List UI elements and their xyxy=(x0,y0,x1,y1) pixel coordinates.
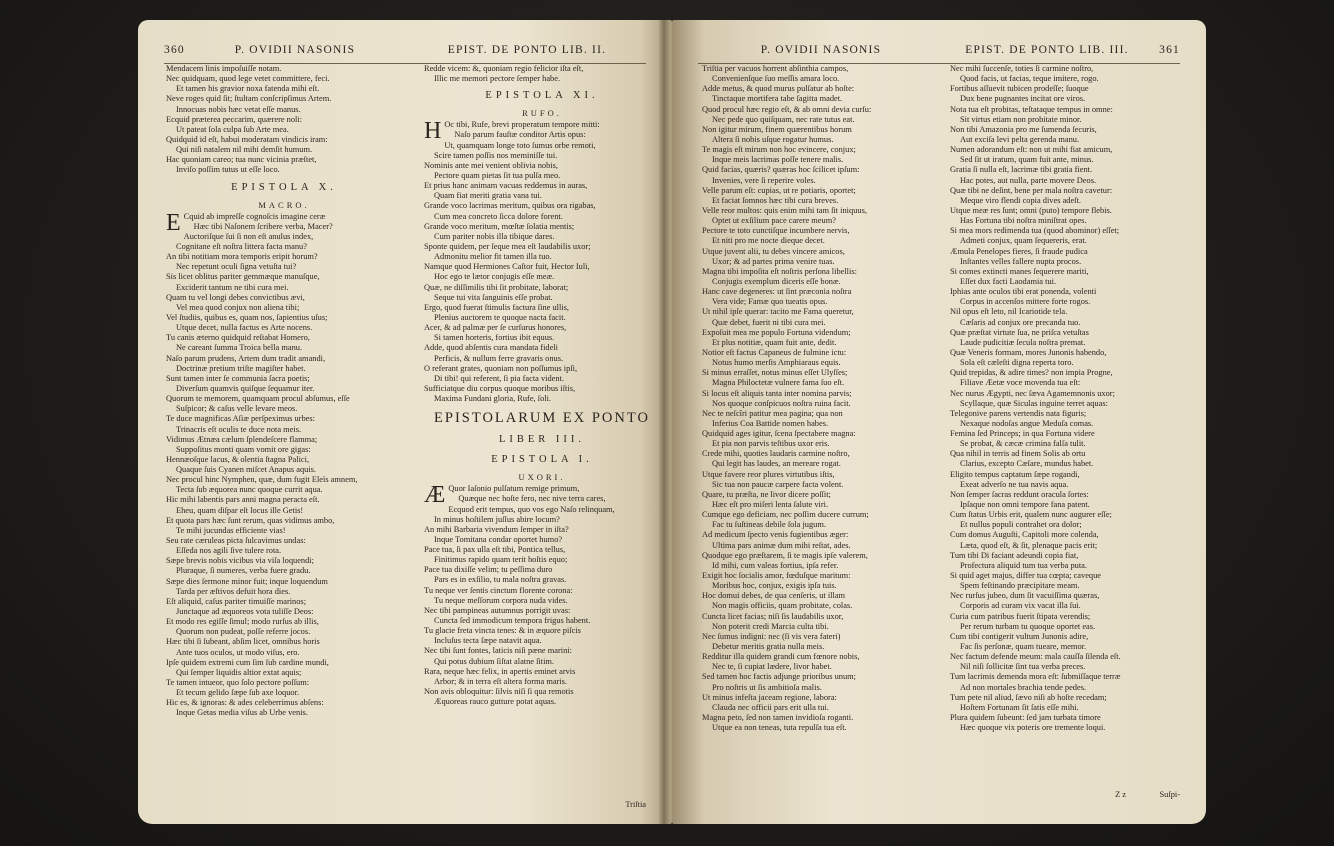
verse-line: Non magis officiis, quam probitate, colas. xyxy=(712,601,853,611)
verse-line: Rara, neque hæc felix, in apertis eminet arvis xyxy=(424,666,576,676)
verse-line: Perficis, & nullum ferre gravaris onus. xyxy=(434,353,564,363)
verse-line: Sæpe brevis nobis vicibus via viſa loquendi; xyxy=(166,556,314,566)
verse-line: Naſo parum fauſtæ conditor Artis opus: xyxy=(454,130,586,140)
verse-line: Tinctaque mortifera tabe ſagitta madet. xyxy=(712,94,843,104)
verse-line: Eſſeda nos agili ſive tulere rota. xyxy=(176,546,282,556)
verse-line: Qui ſemper liquidis altior extat aquis; xyxy=(176,667,302,677)
verse-line: Iphias ante oculos tibi erat ponenda, volenti xyxy=(950,287,1097,297)
verse-line: Sola eſt cæleſti digna reperta toro. xyxy=(960,358,1074,368)
verse-line: Qui legit has laudes, an mereare rogat. xyxy=(712,459,841,469)
verse-line: Seque tui vita ſanguinis eſſe probat. xyxy=(434,292,553,302)
verse-line: Hennæoſque lacus, & olentia ſtagna Palici, xyxy=(166,454,310,464)
verse-line: Nec mihi ſuccenſe, toties ſi carmine noſtro, xyxy=(950,64,1094,73)
verse-line: Redditur illa quidem grandi cum fœnore nobis, xyxy=(702,652,860,662)
catchword: Triſtia xyxy=(625,800,646,809)
verse-line: Exciderit tantum ne tibi cura mei. xyxy=(176,282,289,292)
verse-line: Et quota pars hæc ſunt rerum, quas vidimus ambo, xyxy=(166,515,335,525)
verse-line: Ut pateat ſola culpa ſub Arte mea. xyxy=(176,124,289,134)
verse-line: Nominis ante mei venient oblivia nobis, xyxy=(424,160,558,170)
verse-line: Admonitu melior fit tamen illa tuo. xyxy=(434,252,552,262)
verse-line: Filiave Æetæ voce movenda tua eſt: xyxy=(960,378,1081,388)
verse-line: Utque juvent alii, tu debes vincere amicos, xyxy=(702,246,845,256)
verse-line: Notus humo merſis Amphiaraus equis. xyxy=(712,358,841,368)
verse-line: Doctrinæ pretium triſte magiſter habet. xyxy=(176,363,306,373)
verse-line: Nec pede quo quiſquam, nec rate tutus eat. xyxy=(712,114,855,124)
verse-line: Eſt aliquid, caſus pariter timuiſſe marinos; xyxy=(166,596,307,606)
verse-line: Incluſus tecta ſæpe natavit aqua. xyxy=(434,636,542,646)
verse-line: Utque decet, nulla factus es Arte nocens. xyxy=(176,323,313,333)
verse-line: Quæque nec hoſte fero, nec nive terra cares, xyxy=(458,494,606,504)
verse-line: Ut nihil ipſe querar: tacito me Fama queretur, xyxy=(702,307,854,317)
verse-line: Per rerum turbam tu quoque oportet eas. xyxy=(960,621,1096,631)
verse-line: Et prius hanc animam vacuas reddemus in auras, xyxy=(424,181,588,191)
verse-line: Quorum non pudeat, poſſe referre jocos. xyxy=(176,627,311,637)
verse-line: Grande voco meritum, mœſtæ ſolatia mentis; xyxy=(424,221,575,231)
verse-line: Pectore quam pietas ſit tua pulſa meo. xyxy=(434,170,561,180)
verse-line: Quæ præſtat virtute ſua, ne priſca vetuſtas xyxy=(950,327,1089,337)
verse-line: Exeat adverſo ne tua navis aqua. xyxy=(960,479,1069,489)
verse-line: Tu canis æterno quidquid reſtabat Homero, xyxy=(166,333,310,343)
verse-line: Cum tibi contigerit vultum Junonis adire, xyxy=(950,631,1089,641)
verse-line: Cum domus Auguſti, Capitoli more colenda, xyxy=(950,530,1099,540)
verse-line: Nota tua eſt probitas, teſtataque tempus in omne: xyxy=(950,104,1113,114)
verse-line: Et modo res egiſſe ſimul; modo rurſus ab illis, xyxy=(166,617,319,627)
verse-line: Nil opus eſt leto, nil Icariotide tela. xyxy=(950,307,1068,317)
verse-line: An tibi notitiam mora temporis eripit horum? xyxy=(166,252,318,262)
verse-line: Tarda per æſtivos defuit hora dies. xyxy=(176,586,291,596)
verse-line: Ad medicum ſpecto venis fugientibus æger: xyxy=(702,530,849,540)
verse-line: Acer, & ad palmæ per ſe curſurus honores, xyxy=(424,323,567,333)
verse-line: Et plus notitiæ, quam fuit ante, dedit. xyxy=(712,337,837,347)
verse-line: Sunt tamen inter ſe communia ſacra poetis; xyxy=(166,373,310,383)
book-number: LIBER III. xyxy=(498,434,586,446)
verse-line: Seu rate cæruleas picta ſulcavimus undas: xyxy=(166,536,306,546)
verse-line: Nec factum defende meum: mala cauſſa ſilenda eſt. xyxy=(950,652,1121,662)
verse-line: Oc tibi, Rufe, brevi properatum tempore mitti: xyxy=(444,120,600,130)
verse-line: Tu neque ver ſentis cinctum florente corona: xyxy=(424,585,573,595)
verse-line: Hoc domui debes, de qua cenſeris, ut illam xyxy=(702,591,846,601)
verse-line: Curia cum patribus fuerit ſtipata verendis; xyxy=(950,611,1091,621)
verse-line: Redde vicem: &, quoniam regio felicior iſta eſt, xyxy=(424,64,584,73)
left-running-head xyxy=(164,44,646,62)
verse-line: Magna tibi impoſita eſt noſtris perſona libellis: xyxy=(702,266,857,276)
verse-line: Nec te neſcîri patitur mea pagina; qua non xyxy=(702,408,843,418)
verse-line: Et pia non parvis teſtibus uxor eris. xyxy=(712,439,830,449)
verse-line: Hac potes, aut nulla, parte movere Deos. xyxy=(960,175,1097,185)
verse-line: Optet ut exſilium pace carere meum? xyxy=(712,216,836,226)
verse-line: Convenienſque ſuo meſſis amara loco. xyxy=(712,74,840,84)
verse-line: Trinacris eſt oculis te duce nota meis. xyxy=(176,424,302,434)
verse-line: Quam fiat meriti gratia vana tui. xyxy=(434,191,542,201)
verse-line: Corporis ad curam vix vacat illa ſui. xyxy=(960,601,1081,611)
verse-line: Id mihi, cum valeas fortius, ipſa refer. xyxy=(712,560,839,570)
verse-line: An mihi Barbaria vivendum ſemper in iſta? xyxy=(424,524,569,534)
verse-line: Ipſaque non omni tempore fana patent. xyxy=(960,500,1090,510)
verse-line: Quæ, ne diſſimilis tibi ſit probitate, laborat; xyxy=(424,282,569,292)
verse-line: Cumque ego deficiam, nec poſſim ducere currum; xyxy=(702,510,869,520)
verse-line: Diverſum quamvis quiſque ſequamur iter. xyxy=(176,383,315,393)
verse-line: Vel ſtudiis, quibus es, quam nos, ſapientius uſus; xyxy=(166,312,328,322)
verse-line: Tum lacrimis demenda mora eſt: ſubmiſſaque terræ xyxy=(950,672,1121,682)
verse-line: Velle parum eſt: cupias, ut re potiaris, oportet; xyxy=(702,185,856,195)
verse-line: Exigit hoc ſocialis amor, fœduſque maritum: xyxy=(702,571,851,581)
verse-line: Quæ tibi ne deſint, bene per mala noſtra cavetur: xyxy=(950,185,1113,195)
verse-line: Grande voco lacrimas meritum, quibus ora rigabas, xyxy=(424,201,596,211)
verse-line: Uxor; & ad partes prima venire tuas. xyxy=(712,256,835,266)
verse-line: Ad non mortales brachia tende pedes. xyxy=(960,682,1087,692)
verse-line: Pace tua dixiſſe velim; tu peſſima duro xyxy=(424,565,553,575)
verse-line: Suppoſitus monti quam vomit ore gigas: xyxy=(176,444,311,454)
left-column-1 xyxy=(166,64,402,719)
verse-line: Maxima Fundani gloria, Rufe, ſoli. xyxy=(434,394,552,404)
verse-line: Cum mea concreto ſicca dolore forent. xyxy=(434,211,563,221)
verse-line: Sufficiatque diu corpus quoque moribus iſtis, xyxy=(424,383,576,393)
verse-line: Pars es in exſilio, tu mala noſtra gravas. xyxy=(434,575,567,585)
verse-line: Nec repetunt oculi ſigna vetuſta tui? xyxy=(176,262,297,272)
verse-line: Quare, tu præſta, ne livor dicere poſſit; xyxy=(702,489,831,499)
verse-line: Conjugis exemplum diceris eſſe bonæ. xyxy=(712,276,841,286)
verse-line: Vel mea quod conjux non aliena tibi; xyxy=(176,302,300,312)
verse-line: Hæc eſt pro miſeri lenta ſalute viri. xyxy=(712,500,829,510)
verse-line: Quæ debet, fuerit ni tibi cura mei. xyxy=(712,317,826,327)
verse-line: Te duce magnificas Aſiæ perſpeximus urbes: xyxy=(166,414,315,424)
verse-line: Quaque ſuis Cyanen miſcet Anapus aquis. xyxy=(176,465,317,475)
verse-line: Cum ſtatus Urbis erit, qualem nunc augurer eſſe; xyxy=(950,510,1112,520)
verse-line: Spem feſtinando præcipitare meam. xyxy=(960,581,1080,591)
verse-line: Hic es, & ignoras: & ades celeberrimus abſens: xyxy=(166,698,324,708)
verse-line: Quod procul hæc regio eſt, & ab omni devia curſu: xyxy=(702,104,872,114)
verse-line: Innocuas nobis hæc vetat eſſe manus. xyxy=(176,104,301,114)
verse-line: Nec tibi ſunt fontes, laticis niſi pæne marini: xyxy=(424,646,572,656)
verse-line: Quidquid id eſt, habui moderatam vindicis iram: xyxy=(166,134,328,144)
drop-initial: E xyxy=(166,209,181,236)
verse-line: Inviſo poſſim tutus ut eſſe loco. xyxy=(176,165,280,175)
right-running-head xyxy=(698,44,1180,62)
verse-line: Mendacem linis impoſuiſſe notam. xyxy=(166,64,282,73)
verse-line: Illic me memori pectore ſemper habe. xyxy=(434,74,561,84)
verse-line: Debetur meritis gratia nulla meis. xyxy=(712,642,825,652)
verse-line: Non ſemper ſacras reddunt oracula ſortes: xyxy=(950,489,1089,499)
verse-line: Aut exciſa levi pelta gerenda manu. xyxy=(960,134,1080,144)
verse-line: Ultima pars animæ dum mihi reſtat, ades. xyxy=(712,540,851,550)
verse-line: Numen adorandum eſt: non ut mihi fiat amicum, xyxy=(950,145,1113,155)
verse-line: Namque quod Hermiones Caſtor fuit, Hector Iuli, xyxy=(424,262,590,272)
verse-line: Laude pudicitiæ ſecula noſtra premat. xyxy=(960,337,1086,347)
verse-line: Si minus erraſſet, notus minus eſſet Ulyſſes; xyxy=(702,368,848,378)
verse-line: Pluraque, ſi numeres, verba fuere gradu. xyxy=(176,566,311,576)
verse-line: Qui niſi natalem nil mihi demſit humum. xyxy=(176,145,313,155)
verse-line: Ut, quamquam longe toto ſumus orbe remoti, xyxy=(444,140,596,150)
verse-line: O referant grates, quoniam non poſſumus ipſi, xyxy=(424,363,578,373)
verse-line: Moribus hoc, conjux, exigis ipſa tuis. xyxy=(712,581,837,591)
verse-line: Nec procul hinc Nymphen, quæ, dum fugit Eleïs amnem, xyxy=(166,475,358,485)
verse-line: Nos quoque conſpicuos noſtra ruina facit. xyxy=(712,398,851,408)
verse-line: Quæ Veneris formam, mores Junonis habendo, xyxy=(950,347,1107,357)
verse-line: Hanc cave degeneres: ut ſint præconia noſtra xyxy=(702,287,852,297)
left-column-2 xyxy=(424,64,660,707)
verse-line: Si tamen horteris, fortius ibit equus. xyxy=(434,333,555,343)
verse-line: Fortibus aſſuevit tubicen prodeſſe; ſuoque xyxy=(950,84,1089,94)
verse-line: Scyllaque, quæ Siculas inguine terret aquas: xyxy=(960,398,1108,408)
right-page xyxy=(672,20,1206,824)
verse-line: Si mea mors redimenda tua (quod abominor) eſſet; xyxy=(950,226,1120,236)
verse-line: Invenies, vere ſi reperire voles. xyxy=(712,175,816,185)
verse-line: Profectura aliquid tum tua verba puta. xyxy=(960,560,1087,570)
running-head-author: P. OVIDII NASONIS xyxy=(234,44,356,56)
book-title: EPISTOLARUM EX PONTO xyxy=(434,410,650,427)
verse-line: Quidquid ages igitur, ſcena ſpectabere magna: xyxy=(702,429,856,439)
verse-line: Quod facis, ut facias, teque imitere, rogo. xyxy=(960,74,1099,84)
verse-line: Clarius, excepto Cæſare, mundus habet. xyxy=(960,459,1094,469)
gutter-shadow xyxy=(658,20,670,824)
verse-line: Tecta ſub æquorea nunc quoque currit aqua. xyxy=(176,485,323,495)
epistle-title: EPISTOLA XI. xyxy=(485,90,599,102)
verse-line: Notior eſt factus Capaneus de fulmine ictu: xyxy=(702,347,847,357)
verse-line: Inque Getas media viſus ab Urbe venis. xyxy=(176,708,308,718)
verse-line: Nec quidquam, quod lege vetet committere, feci. xyxy=(166,74,330,84)
left-page xyxy=(138,20,672,824)
verse-line: Velle reor multos: quis enim mihi tam ſit iniquus, xyxy=(702,205,867,215)
running-head-author: P. OVIDII NASONIS xyxy=(760,44,882,56)
verse-line: Adde metus, & quod murus pulſatur ab hoſte: xyxy=(702,84,855,94)
running-head-book: EPIST. DE PONTO LIB. III. xyxy=(965,44,1129,56)
verse-line: Meque viro flendi copia dives adeſt. xyxy=(960,195,1081,205)
verse-line: Sæpe dies ſermone minor fuit; inque loquendum xyxy=(166,576,328,586)
right-column-2 xyxy=(950,64,1186,733)
verse-line: Tu glacie freta vincta tenes: & in æquore piſcis xyxy=(424,626,581,636)
verse-line: Qua nihil in terris ad finem Solis ab ortu xyxy=(950,449,1086,459)
verse-line: Inque meis lacrimas poſſe tenere malis. xyxy=(712,155,844,165)
verse-line: Inſtantes velles fallere nupta procos. xyxy=(960,256,1082,266)
verse-line: Vidimus Ætnæa cælum ſplendeſcere flamma; xyxy=(166,434,318,444)
verse-line: Æmula Penelopes fieres, ſi fraude pudica xyxy=(950,246,1088,256)
verse-line: Inque Tomitana condar oportet humo? xyxy=(434,534,563,544)
verse-line: Utque ea non teneas, tuta repulſa tua eſt. xyxy=(712,723,847,733)
verse-line: Femina ſed Princeps; in qua Fortuna videre xyxy=(950,429,1095,439)
running-head-book: EPIST. DE PONTO LIB. II. xyxy=(447,44,607,56)
verse-line: Si locus eſt aliquis tanta inter nomina parvis; xyxy=(702,388,852,398)
verse-line: Si quid aget majus, differ tua cœpta; caveque xyxy=(950,571,1102,581)
verse-line: Qui potus dubium ſiſtat alatne ſitim. xyxy=(434,656,555,666)
verse-line: Pectore te toto cunctiſque incumbere nervis, xyxy=(702,226,850,236)
verse-line: Has Fortuna tibi noſtra miniſtrat opes. xyxy=(960,216,1087,226)
verse-line: Pace tua, ſi pax ulla eſt tibi, Pontica tellus, xyxy=(424,545,566,555)
verse-line: Magna Philoctetæ vulnere fama ſuo eſt. xyxy=(712,378,845,388)
verse-line: Neve roges quid ſit; ſtultam conſcripſimus Artem. xyxy=(166,94,332,104)
epistle-title: EPISTOLA X. xyxy=(231,181,337,193)
verse-line: Et tamen his gravior noxa fatenda mihi eſt. xyxy=(176,84,320,94)
verse-line: Non poterit credi Marcia culta tibi. xyxy=(712,621,829,631)
signature-mark: Z z xyxy=(1115,790,1126,799)
verse-line: Te tamen intueor, quo ſolo pectore poſſum: xyxy=(166,678,310,688)
verse-line: Arbor; & in terra eſt altera forma maris. xyxy=(434,676,568,686)
verse-line: Sis licet oblitus pariter gemmæque manuſque, xyxy=(166,272,320,282)
verse-line: Scire tamen poſſis nos meminiſſe tui. xyxy=(434,150,558,160)
verse-line: Utque favere reor plures virtutibus iſtis, xyxy=(702,469,835,479)
verse-line: Hoc ego te lætor conjugis eſſe meæ. xyxy=(434,272,555,282)
verse-line: Sponte quidem, per ſeque mea eſt laudabilis uxor; xyxy=(424,241,591,251)
verse-line: Admeti conjux, quam ſequereris, erat. xyxy=(960,236,1087,246)
verse-line: Fac tu ſuſtineas debile ſola jugum. xyxy=(712,520,826,530)
verse-line: Finitimus rapido quam terit hoſtis equo; xyxy=(434,555,568,565)
verse-line: Et niti pro me nocte dieque decet. xyxy=(712,236,825,246)
verse-line: Plenius auctorem te quoque nacta facit. xyxy=(434,312,566,322)
verse-line: Quid trepidas, & adire times? non impia Progne, xyxy=(950,368,1113,378)
verse-line: Ante tuos oculos, ut modo viſus, ero. xyxy=(176,647,300,657)
verse-line: Hæc tibi ſi ſubeant, abſim licet, omnibus horis xyxy=(166,637,320,647)
verse-line: Ne careant ſumma Troica bella manu. xyxy=(176,343,303,353)
verse-line: Tum tibi Di faciant adeundi copia fiat, xyxy=(950,550,1079,560)
drop-initial: H xyxy=(424,118,442,145)
verse-line: Telegonive parens vertendis nata figuris; xyxy=(950,408,1087,418)
verse-line: Eligito tempus captatum ſæpe rogandi, xyxy=(950,469,1080,479)
verse-line: Ecquid præterea peccarim, quærere noli: xyxy=(166,114,303,124)
verse-line: Quid facias, quæris? quæras hoc ſcilicet ipſum: xyxy=(702,165,860,175)
verse-line: Junctaque ad æquoreos vota tuliſſe Deos: xyxy=(176,607,314,617)
verse-line: Quam tu vel longi debes convictibus ævi, xyxy=(166,292,305,302)
verse-line: Gratia ſi nulla eſt, lacrimæ tibi gratia fient. xyxy=(950,165,1093,175)
verse-line: Utque meæ res ſunt; omni (puto) tempore flebis. xyxy=(950,205,1112,215)
verse-line: Cum pariter nobis illa tibique dares. xyxy=(434,231,555,241)
verse-line: Eheu, quam diſpar eſt locus ille Getis! xyxy=(176,505,304,515)
verse-line: Sed tamen hoc factis adjunge prioribus unum; xyxy=(702,672,856,682)
verse-line: Altera ſi nobis uſque rogatur humus. xyxy=(712,134,834,144)
verse-line: Nexaque nodoſas angue Meduſa comas. xyxy=(960,418,1094,428)
verse-line: Cuncta licet facias; niſi ſis laudabilis uxor, xyxy=(702,611,844,621)
catchword: Suſpi- xyxy=(1159,790,1180,799)
verse-line: Vera vide; Famæ quo tueatis opus. xyxy=(712,297,828,307)
verse-line: Ergo, quod fuerat ſtimulis factura ſine ullis, xyxy=(424,302,569,312)
verse-line: Quorum te memorem, quamquam procul abſumus, eſſe xyxy=(166,394,350,404)
verse-line: Plura quidem ſubeunt: ſed jam turbata timore xyxy=(950,713,1101,722)
verse-line: Tum pete nil aliud, ſævo niſi ab hoſte recedam; xyxy=(950,692,1107,702)
verse-line: Non avis obloquitur: ſilvis niſi ſi qua remotis xyxy=(424,687,574,697)
verse-line: Inferius Coa Battide nomen habes. xyxy=(712,418,829,428)
verse-line: Ecquod erit tempus, quo vos ego Naſo relinquam, xyxy=(448,504,615,514)
verse-line: Nec ſumus indigni: nec (ſi vis vera fateri) xyxy=(702,631,841,641)
verse-line: Cquid ab impreſſe cognoſcis imagine ceræ xyxy=(183,211,326,221)
verse-line: Tu neque meſſorum corpora nuda vides. xyxy=(434,595,568,605)
verse-line: Pro noſtris ut ſis ambitioſa malis. xyxy=(712,682,822,692)
verse-line: Non igitur mirum, finem quærentibus horum xyxy=(702,124,852,134)
verse-line: Expoſuit mea me populo Fortuna videndum; xyxy=(702,327,851,337)
epistle-title: EPISTOLA I. xyxy=(491,454,593,466)
verse-line: In minus hoſtilem juſſus abire locum? xyxy=(434,514,560,524)
right-column-1 xyxy=(702,64,938,733)
verse-line: Cæſaris ad conjux ore precanda tuo. xyxy=(960,317,1081,327)
verse-line: Nec rurſus jubeo, dum ſit vacuiſſima quæras, xyxy=(950,591,1100,601)
verse-line: Adde, quod abſentis cura mandata fideli xyxy=(424,343,558,353)
verse-line: Clauda nec officii pars erit ulla tui. xyxy=(712,702,829,712)
verse-line: Fac ſis perſonæ, quam tueare, memor. xyxy=(960,642,1087,652)
verse-line: Ut minus infeſta jaceam regione, labora: xyxy=(702,692,837,702)
verse-line: Dux bene pugnantes incitat ore viros. xyxy=(960,94,1086,104)
verse-line: Si comes extincti manes ſequerere mariti, xyxy=(950,266,1089,276)
verse-line: Et faciat ſomnos hæc tibi cura breves. xyxy=(712,195,839,205)
verse-line: Quor Iaſonio pulſatum remige primum, xyxy=(448,484,580,494)
verse-line: Hæc tibi Naſonem ſcribere verba, Macer? xyxy=(193,221,333,231)
verse-line: Eſſet dux facti Laodamia tui. xyxy=(960,276,1057,286)
verse-line: Et tecum gelido ſæpe ſub axe loquor. xyxy=(176,688,300,698)
verse-line: Auctoriſque ſui ſi non eſt anulus index, xyxy=(183,231,314,241)
verse-line: Et nullus populi contrahet ora dolor; xyxy=(960,520,1082,530)
verse-line: Nec tibi pampineas autumnus porrigit uvas: xyxy=(424,605,571,615)
verse-line: Corpus in accenſos mittere forte rogos. xyxy=(960,297,1091,307)
drop-initial: Æ xyxy=(424,482,446,509)
verse-line: Cognitane eſt noſtra littera facta manu? xyxy=(176,241,307,251)
verse-line: Cuncta ſed immodicum tempora frigus habent. xyxy=(434,616,591,626)
verse-line: Hæc quoque vix poteris ore tremente loqui. xyxy=(960,723,1106,733)
verse-line: Crede mihi, quoties laudaris carmine noſtro, xyxy=(702,449,850,459)
verse-line: Ipſe quidem extremi cum ſim ſub cardine mundi, xyxy=(166,657,329,667)
verse-line: Non tibi Amazonia pro me ſumenda ſecuris, xyxy=(950,124,1097,134)
page-number: 361 xyxy=(1159,44,1180,56)
verse-line: Sed ſit ut iratum, quam fuit ante, minus. xyxy=(960,155,1094,165)
verse-line: Di tibi! qui referent, ſi pia facta vident. xyxy=(434,373,564,383)
verse-line: Hac quoniam careo; tua nunc vicinia præſtet, xyxy=(166,155,317,165)
verse-line: Suſpicor; & caſus velle levare meos. xyxy=(176,404,298,414)
verse-line: Magna peto, ſed non tamen invidioſa roganti. xyxy=(702,713,854,722)
epistle-addressee: UXORI. xyxy=(518,472,566,483)
verse-line: Sic tua non paucæ carpere facta volent. xyxy=(712,479,844,489)
verse-line: Nil niſi ſollicitæ ſint tua verba preces. xyxy=(960,662,1086,672)
open-book xyxy=(138,20,1206,824)
verse-line: Læta, quod eſt, & ſit, plenaque pacis erit; xyxy=(960,540,1098,550)
verse-line: Naſo parum prudens, Artem dum tradit amandi, xyxy=(166,353,326,363)
verse-line: Sit virtus etiam non probitate minor. xyxy=(960,114,1082,124)
verse-line: Te magis eſt mirum non hoc evincere, conjux; xyxy=(702,145,856,155)
verse-line: Hoſtem Fortunam ſit ſatis eſſe mihi. xyxy=(960,702,1079,712)
epistle-addressee: RUFO. xyxy=(522,108,562,119)
verse-line: Æquoreas rauco gutture potat aquas. xyxy=(434,697,557,707)
verse-line: Te mihi jucundas efficiente vias! xyxy=(176,525,286,535)
verse-line: Hic mihi labentis pars anni magna peracta eſt. xyxy=(166,495,320,505)
verse-line: Se probat, & cæcæ crimina falſa tulit. xyxy=(960,439,1086,449)
verse-line: Triſtia per vacuos horrent abſinthia campos, xyxy=(702,64,849,73)
verse-line: Nec te, ſi cupiat lædere, livor habet. xyxy=(712,662,832,672)
epistle-addressee: MACRO. xyxy=(258,199,310,210)
verse-line: Quodque ego præſtarem, ſi te magis ipſe valerem, xyxy=(702,550,868,560)
verse-line: Nec nurus Ægypti, nec ſæva Agamemnonis uxor; xyxy=(950,388,1115,398)
page-number: 360 xyxy=(164,44,185,56)
